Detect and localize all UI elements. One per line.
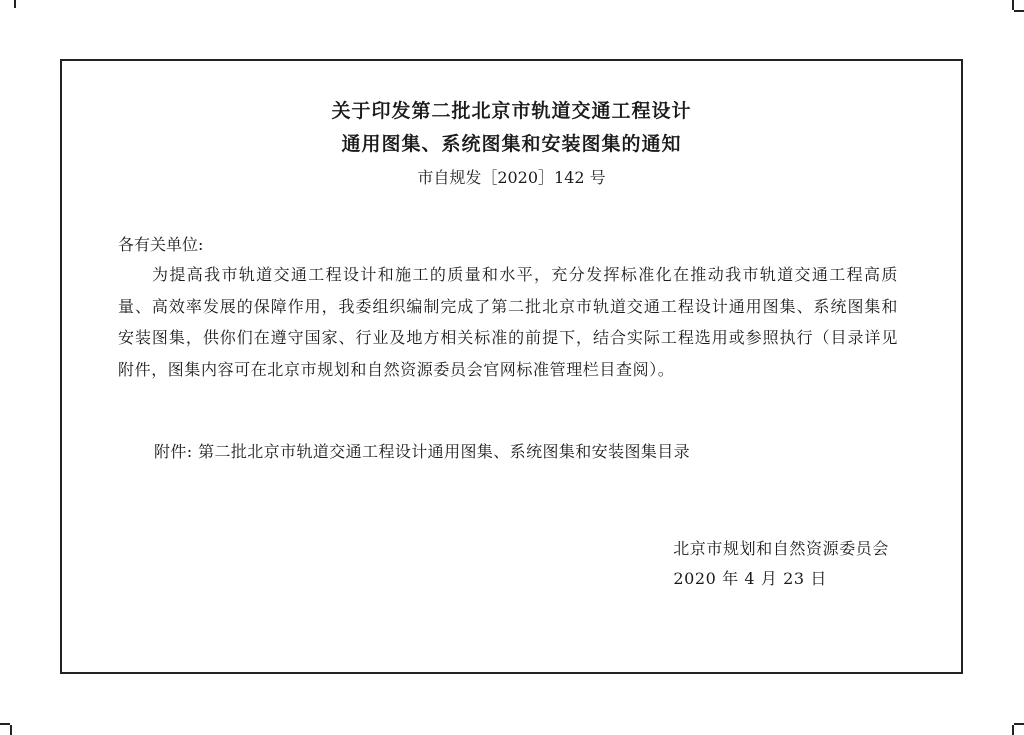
notice-title-line-1: 关于印发第二批北京市轨道交通工程设计 (331, 100, 692, 122)
crop-mark-bottom-right-h (1014, 723, 1024, 725)
crop-mark-bottom-right (1012, 725, 1014, 735)
crop-mark-bottom-left (0, 723, 10, 725)
crop-mark-top-right-h (1014, 10, 1024, 12)
notice-body: 为提高我市轨道交通工程设计和施工的质量和水平，充分发挥标准化在推动我市轨道交通工程高质量、高效率发展的保障作用，我委组织编制完成了第二批北京市轨道交通工程设计通用图集、系统图集和安装图集，供你们在遵守国家、行业及地方相关标准的前提下，结合实际工程选用或参照执行（目录详见附件，图集内容可在北京市规划和自然资源委员会官网标准管理栏目查阅）。 (118, 265, 898, 379)
issue-date: 2020 年 4 月 23 日 (673, 569, 827, 588)
crop-mark-bottom-left-v (10, 725, 12, 735)
notice-frame (60, 59, 963, 674)
crop-mark-top-left (14, 0, 16, 8)
attachment-line: 附件: 第二批北京市轨道交通工程设计通用图集、系统图集和安装图集目录 (154, 442, 691, 461)
notice-title-line-2: 通用图集、系统图集和安装图集的通知 (341, 133, 682, 155)
crop-mark-top-right (1012, 0, 1014, 10)
issuing-authority: 北京市规划和自然资源委员会 (673, 539, 889, 558)
salutation: 各有关单位: (118, 235, 204, 254)
document-number: 市自规发［2020］142 号 (417, 168, 606, 187)
